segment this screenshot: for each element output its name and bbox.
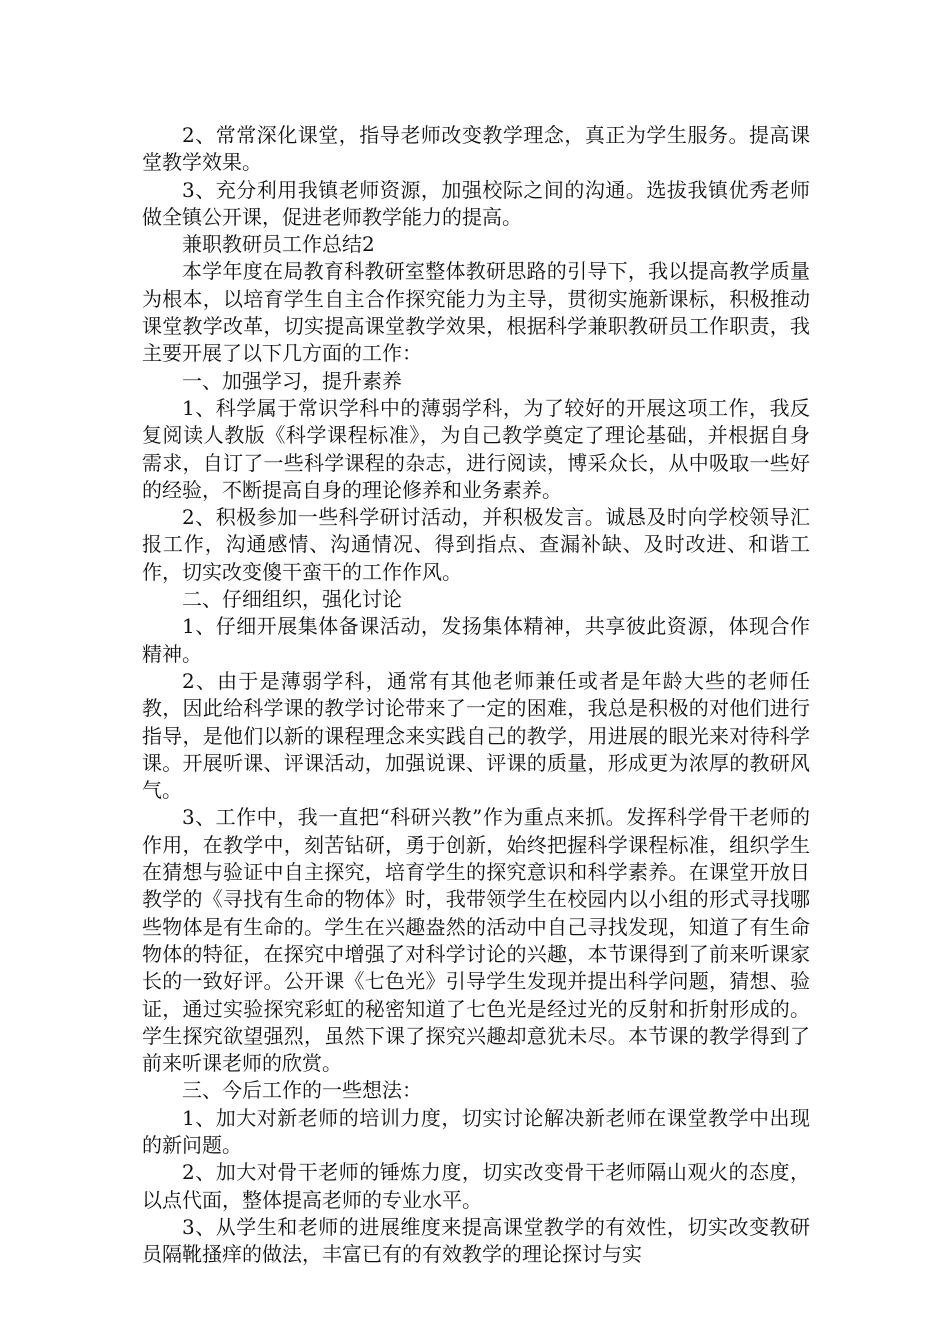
paragraph: 2、积极参加一些科学研讨活动，并积极发言。诚恳及时向学校领导汇报工作，沟通感情、沟通情况、得到指点、查漏补缺、及时改进、和谐工作，切实改变傻干蛮干的工作作风。: [142, 505, 810, 584]
paragraph: 1、仔细开展集体备课活动，发扬集体精神，共享彼此资源，体现合作精神。: [142, 614, 810, 666]
paragraph: 1、加大对新老师的培训力度，切实讨论解决新老师在课堂教学中出现的新问题。: [142, 1105, 810, 1157]
section-heading: 三、今后工作的一些想法：: [182, 1078, 422, 1103]
section-title: 兼职教研员工作总结2: [182, 232, 375, 257]
paragraph: 本学年度在局教育科教研室整体教研思路的引导下，我以提高教学质量为根本，以培育学生自主合作探究能力为主导，贯彻实施新课标，积极推动课堂教学改革，切实提高课堂教学效果，根据科学兼职教研员工作职责，我主要开展了以下几方面的工作：: [142, 259, 810, 366]
document-body: [142, 122, 810, 1268]
paragraph: 2、由于是薄弱学科，通常有其他老师兼任或者是年龄大些的老师任教，因此给科学课的教学讨论带来了一定的困难，我总是积极的对他们进行指导，是他们以新的课程理念来实践自己的教学，用进展的眼光来对待科学课。开展听课、评课活动，加强说课、评课的质量，形成更为浓厚的教研风气。: [142, 668, 810, 803]
paragraph: 1、科学属于常识学科中的薄弱学科，为了较好的开展这项工作，我反复阅读人教版《科学课程标准》，为自己教学奠定了理论基础，并根据自身需求，自订了一些科学课程的杂志，进行阅读，博采众长，从中吸取一些好的经验，不断提高自身的理论修养和业务素养。: [142, 395, 810, 502]
section-heading: 一、加强学习，提升素养: [182, 368, 402, 393]
section-heading: 二、仔细组织，强化讨论: [182, 587, 402, 612]
paragraph: 3、充分利用我镇老师资源，加强校际之间的沟通。选拔我镇优秀老师做全镇公开课，促进老师教学能力的提高。: [142, 177, 810, 229]
paragraph: 2、常常深化课堂，指导老师改变教学理念，真正为学生服务。提高课堂教学效果。: [142, 123, 810, 175]
paragraph: 2、加大对骨干老师的锤炼力度，切实改变骨干老师隔山观火的态度，以点代面，整体提高老师的专业水平。: [142, 1160, 810, 1212]
paragraph: 3、从学生和老师的进展维度来提高课堂教学的有效性，切实改变教研员隔靴搔痒的做法，丰富已有的有效教学的理论探讨与实: [142, 1214, 810, 1267]
paragraph: 3、工作中，我一直把“科研兴教”作为重点来抓。发挥科学骨干老师的作用，在教学中，刻苦钻研，勇于创新，始终把握科学课程标准，组织学生在猜想与验证中自主探究，培育学生的探究意识和科学素养。在课堂开放日教学的《寻找有生命的物体》时，我带领学生在校园内以小组的形式寻找哪些物体是有生命的。学生在兴趣盎然的活动中自己寻找发现，知道了有生命物体的特征，在探究中增强了对科学讨论的兴趣，本节课得到了前来听课家长的一致好评。公开课《七色光》引导学生发现并提出科学问题，猜想、验证，通过实验探究彩虹的秘密知道了七色光是经过光的反射和折射形成的。学生探究欲望强烈，虽然下课了探究兴趣却意犹未尽。本节课的教学得到了前来听课老师的欣赏。: [142, 805, 810, 1076]
